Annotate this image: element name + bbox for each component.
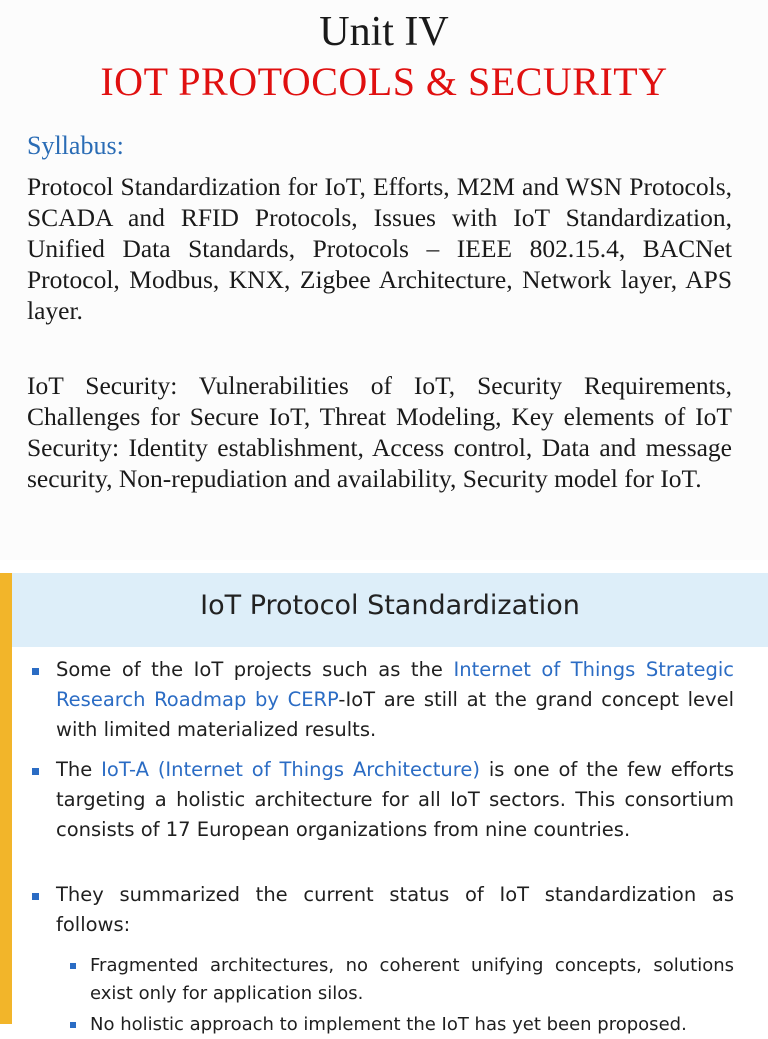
- bullet-square-icon: [32, 668, 39, 675]
- bullet-text: -IoT are still at the grand concept level with limited materialized results.: [56, 688, 735, 741]
- bullet-text: is one of the few efforts targeting a holistic architecture for all IoT sectors. This consortium consists of 17 European organizations from nine countries.: [56, 758, 734, 841]
- slide-page: [0, 573, 768, 1035]
- sub-bullet-text: No holistic approach to implement the IoT has yet been proposed.: [90, 1014, 687, 1035]
- syllabus-heading: Syllabus:: [27, 131, 124, 160]
- slide-title: IoT Protocol Standardization: [200, 590, 580, 621]
- bullet-square-icon: [70, 963, 76, 969]
- bullet-item: [56, 880, 734, 940]
- bullet-item: [56, 755, 734, 845]
- bullet-link[interactable]: Internet of Things Strategic Research Roadmap by CERP: [56, 658, 734, 711]
- bullet-text: Some of the IoT projects such as the: [56, 658, 454, 681]
- bullet-item: [56, 655, 734, 745]
- bullet-link[interactable]: IoT-A (Internet of Things Architecture): [101, 758, 480, 781]
- syllabus-paragraph-protocols: Protocol Standardization for IoT, Efforts, M2M and WSN Protocols, SCADA and RFID Protocols, Issues with IoT Standardization, Unified Data Standards, Protocols – IEEE 802.15.4, BACNet Protocol, Modbus, KNX, Zigbee Architecture, Network layer, APS layer.: [27, 172, 732, 325]
- unit-title: Unit IV: [319, 9, 449, 55]
- bullet-text: They summarized the current status of IoT standardization as follows:: [56, 883, 734, 936]
- sub-bullet-item: [90, 1011, 734, 1039]
- accent-bar: [0, 573, 12, 1024]
- bullet-text: The: [56, 758, 102, 781]
- bullet-square-icon: [32, 893, 39, 900]
- bullet-square-icon: [70, 1022, 76, 1028]
- syllabus-paragraph-security: IoT Security: Vulnerabilities of IoT, Security Requirements, Challenges for Secure IoT, Threat Modeling, Key elements of IoT Security: Identity establishment, Access control, Data and message security, Non-repudiation and availability, Security model for IoT.: [27, 371, 732, 493]
- sub-bullet-item: [90, 952, 734, 1008]
- bullet-square-icon: [32, 768, 39, 775]
- sub-bullet-text: Fragmented architectures, no coherent unifying concepts, solutions exist only for application silos.: [90, 955, 734, 1004]
- main-title: IOT PROTOCOLS & SECURITY: [100, 59, 668, 104]
